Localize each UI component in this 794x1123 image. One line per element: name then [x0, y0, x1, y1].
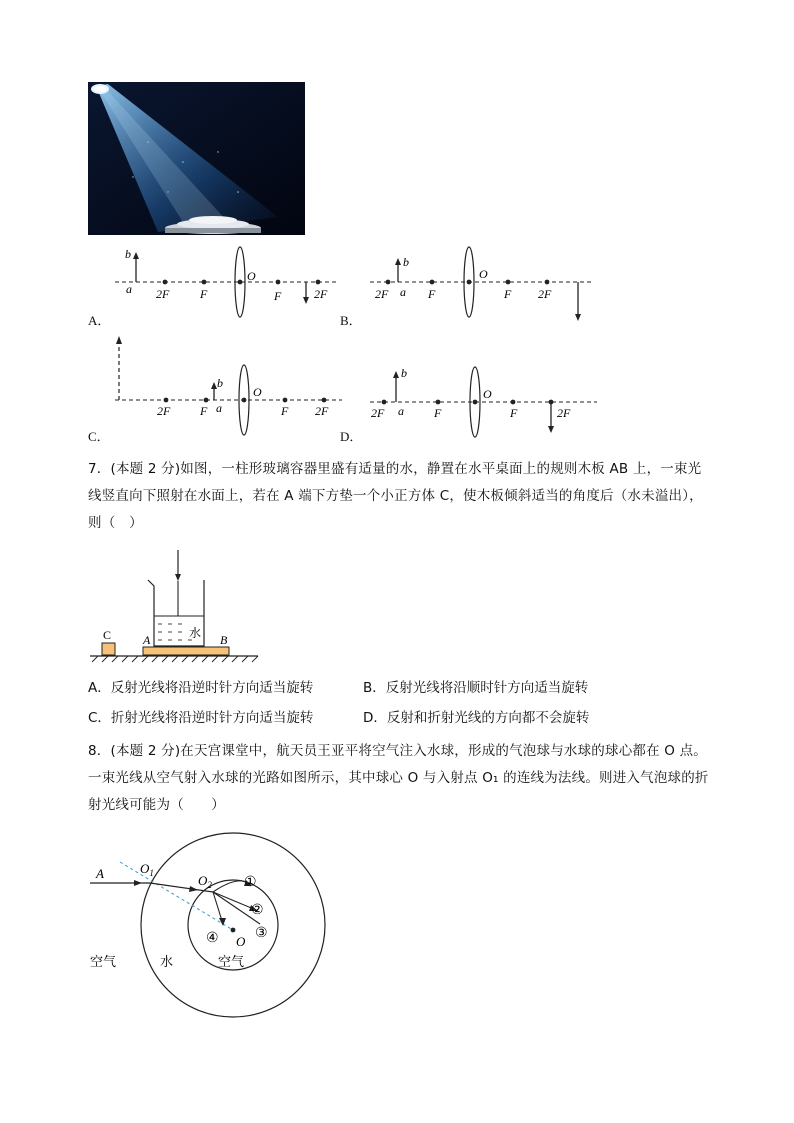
label-ray-3: ③	[255, 926, 268, 941]
label-c: C	[103, 628, 112, 642]
label-2f-left: 2F	[375, 287, 389, 301]
label-a: a	[216, 401, 222, 415]
q7-choice-c[interactable]: C．折射光线将沿逆时针方向适当旋转	[88, 710, 314, 726]
label-b: b	[403, 255, 409, 269]
label-f-right: F	[274, 289, 282, 303]
label-f-left: F	[200, 287, 208, 301]
label-a: a	[398, 404, 404, 418]
question-8-figure	[88, 820, 333, 1020]
label-2f-left: 2F	[157, 404, 171, 418]
label-2f-right: 2F	[538, 287, 552, 301]
label-ray-2: ②	[251, 903, 264, 918]
label-o: O	[236, 934, 246, 949]
label-b: B	[220, 633, 228, 647]
label-b: b	[401, 366, 407, 380]
q7-choice-b[interactable]: B．反射光线将沿顺时针方向适当旋转	[363, 680, 589, 696]
label-2f-left: 2F	[156, 287, 170, 301]
label-ray-1: ①	[244, 875, 257, 890]
option-b-letter: B．	[340, 313, 362, 328]
label-2f-right: 2F	[315, 404, 329, 418]
option-d-letter: D．	[340, 429, 363, 444]
label-a: a	[126, 282, 132, 296]
q7-choice-a[interactable]: A．反射光线将沿逆时针方向适当旋转	[88, 680, 314, 696]
lens-diagram-d	[365, 360, 600, 440]
option-c-letter: C．	[88, 429, 110, 444]
lens-diagram-a	[110, 244, 340, 320]
label-f-left: F	[428, 287, 436, 301]
label-f-right: F	[510, 406, 518, 420]
label-o2: $O_2$	[198, 873, 212, 890]
q7-choice-d[interactable]: D．反射和折射光线的方向都不会旋转	[363, 710, 590, 726]
stage-spotlight-photo	[88, 82, 305, 235]
label-air-inside: 空气	[218, 954, 245, 969]
option-a-letter: A．	[88, 313, 111, 328]
lens-diagram-c	[110, 330, 345, 440]
question-7-figure	[88, 548, 263, 663]
question-8-text: 8．(本题 2 分)在天宫课堂中，航天员王亚平将空气注入水球，形成的气泡球与水球的球心都在 O 点。一束光线从空气射入水球的光路如图所示，其中球心 O 与入射点 O₁ 的连线为法线。则进入气泡球的折射光线可能为（ ）	[88, 743, 709, 813]
question-7-text: 7．(本题 2 分)如图，一柱形玻璃容器里盛有适量的水，静置在水平桌面上的规则木板 AB 上，一束光线竖直向下照射在水面上，若在 A 端下方垫一个小正方体 C，使木板倾斜适当的角度后（水未溢出），则（ ）	[88, 461, 703, 531]
label-f-right: F	[281, 404, 289, 418]
lens-diagram-b	[365, 244, 595, 328]
label-a: A	[96, 866, 104, 881]
label-o: O	[253, 385, 262, 399]
label-a: a	[400, 285, 406, 299]
label-b: b	[217, 376, 223, 390]
label-air-outside: 空气	[90, 954, 117, 969]
label-b: b	[125, 247, 131, 261]
label-2f-left: 2F	[371, 406, 385, 420]
label-a: A	[143, 633, 151, 647]
label-o: O	[479, 267, 488, 281]
label-2f-right: 2F	[314, 287, 328, 301]
label-water: 水	[189, 626, 202, 640]
label-o1: $O_1$	[140, 861, 154, 878]
label-o: O	[483, 387, 492, 401]
label-water: 水	[160, 954, 174, 969]
label-2f-right: 2F	[557, 406, 571, 420]
label-f-right: F	[504, 287, 512, 301]
label-f-left: F	[434, 406, 442, 420]
label-ray-4: ④	[206, 931, 219, 946]
label-f-left: F	[200, 404, 208, 418]
label-o: O	[247, 269, 256, 283]
